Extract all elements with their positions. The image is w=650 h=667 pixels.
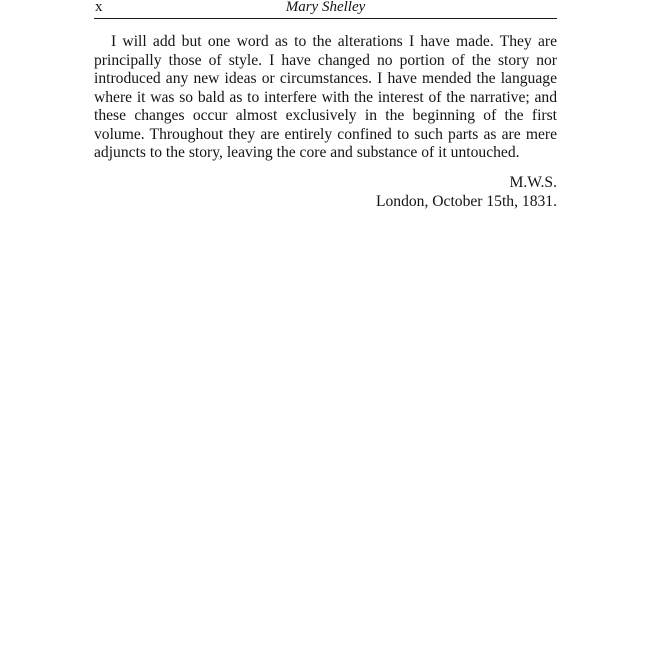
- body-paragraph: I will add but one word as to the alterations I have made. They are principally those of style. I have changed no portion of the story nor introduced any new ideas or circumstances. I have mended the language where it was so bald as to interfere with the interest of the narrative; and these changes occur almost exclusively in the beginning of the first volume. Throughout they are entirely confined to such parts as are mere adjuncts to the story, leaving the core and substance of it untouched.: [94, 33, 557, 161]
- book-page: [94, 0, 557, 211]
- signature-place-date: London, October 15th, 1831.: [375, 192, 557, 210]
- signature-initials: M.W.S.: [509, 173, 557, 191]
- running-title: Mary Shelley: [285, 0, 366, 15]
- page-number: x: [95, 0, 103, 15]
- signature-block: [94, 173, 557, 211]
- running-head: [94, 0, 557, 19]
